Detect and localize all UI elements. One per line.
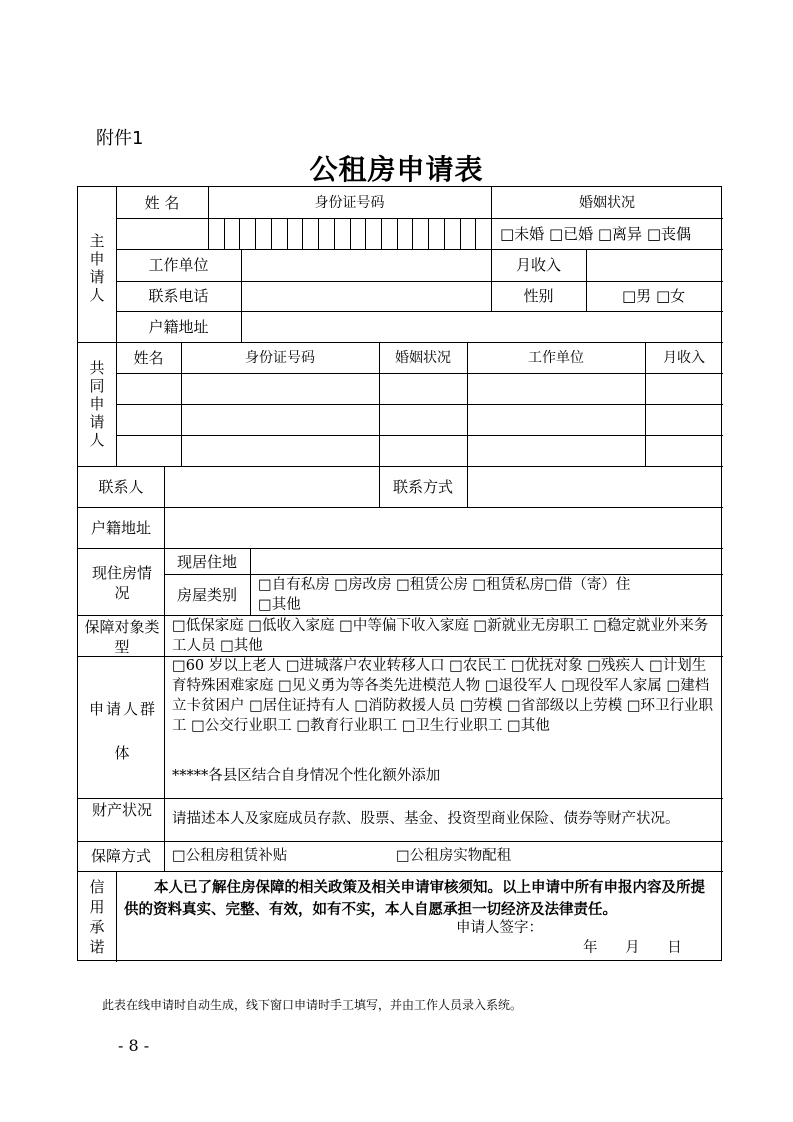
id-digit-divider [224, 218, 225, 249]
main-applicant-section-label: 主申请人 [89, 232, 105, 304]
id-digit-divider [302, 218, 303, 249]
id-digit-divider [460, 218, 461, 249]
co-col-id: 身份证号码 [245, 350, 315, 366]
row-divider [116, 373, 723, 374]
section-divider [78, 466, 723, 467]
row-divider [164, 574, 723, 575]
id-digit-divider [397, 218, 398, 249]
section-divider [78, 871, 723, 872]
row-divider [116, 249, 723, 250]
row-divider [116, 435, 723, 436]
section-divider [78, 841, 723, 842]
col-divider [164, 466, 165, 548]
row-divider [116, 404, 723, 405]
id-digit-divider [239, 218, 240, 249]
employer-label: 工作单位 [148, 256, 209, 274]
co-applicant-section-label: 共同申请人 [89, 359, 105, 449]
housing-type-label: 房屋类别 [176, 586, 237, 604]
marital-status-label: 婚姻状况 [579, 195, 635, 211]
phone-label: 联系电话 [148, 287, 209, 305]
section-divider [78, 798, 723, 799]
section-divider [78, 507, 723, 508]
col-divider [586, 249, 587, 311]
page-number: - 8 - [118, 1036, 150, 1055]
id-digit-divider [350, 218, 351, 249]
id-digit-divider [475, 218, 476, 249]
col-divider [164, 615, 165, 871]
id-digit-divider [365, 218, 366, 249]
pledge-label: 信用承诺 [89, 878, 105, 956]
id-digit-divider [412, 218, 413, 249]
property-label: 财产状况 [92, 801, 153, 819]
applicant-group-options[interactable]: □60 岁以上老人 □进城落户农业转移人口 □农民工 □优抚对象 □残疾人 □计划生育特殊困难家庭 □见义勇为等各类先进模范人物 □退役军人 □现役军人家属 □建档立卡贫困户 □居住证持有人 □消防救援人员 □劳模 □省部级以上劳模 □环卫行业职工 □公交行业职工 □教育行业职工 □卫生行业职工 □其他 [172, 658, 714, 734]
form-title: 公租房申请表 [309, 153, 484, 186]
method-option-subsidy[interactable]: □公租房租赁补贴 [172, 848, 288, 864]
method-label: 保障方式 [90, 847, 151, 865]
id-digit-divider [381, 218, 382, 249]
id-digit-divider [271, 218, 272, 249]
current-address-label: 现居住地 [176, 553, 237, 571]
id-digit-divider [444, 218, 445, 249]
name-label: 姓 名 [144, 194, 180, 212]
target-type-label: 保障对象类型 [84, 618, 160, 656]
applicant-group-label: 申请人群体 [88, 700, 157, 762]
hukou-address-label: 户籍地址 [90, 519, 151, 537]
co-col-income: 月收入 [663, 350, 705, 366]
property-description: 请描述本人及家庭成员存款、股票、基金、投资型商业保险、债券等财产状况。 [172, 811, 680, 827]
housing-section-label: 现住房情况 [92, 564, 153, 602]
id-digit-divider [287, 218, 288, 249]
contact-person-label: 联系人 [98, 478, 144, 496]
co-col-employer: 工作单位 [528, 350, 584, 366]
row-divider [116, 311, 723, 312]
id-number-label: 身份证号码 [314, 195, 385, 211]
col-divider [116, 871, 117, 962]
id-digit-divider [318, 218, 319, 249]
col-divider [467, 466, 468, 507]
marital-status-options[interactable]: □未婚 □已婚 □离异 □丧偶 [500, 225, 691, 243]
hukou-label: 户籍地址 [148, 318, 209, 336]
housing-type-options[interactable]: □自有私房 □房改房 □租赁公房 □租赁私房□借（寄）住 [258, 577, 631, 593]
col-divider [241, 249, 242, 342]
footnote: 此表在线申请时自动生成，线下窗口申请时手工填写，并由工作人员录入系统。 [102, 998, 523, 1012]
attachment-label: 附件1 [96, 128, 144, 149]
method-option-physical[interactable]: □公租房实物配租 [396, 848, 512, 864]
co-col-marital: 婚姻状况 [395, 350, 451, 366]
col-divider [250, 548, 251, 615]
id-digit-divider [255, 218, 256, 249]
signature-label: 申请人签字： [456, 920, 543, 936]
section-divider [78, 548, 723, 549]
applicant-group-note: *****各县区结合自身情况个性化额外添加 [172, 768, 441, 784]
row-divider [116, 281, 723, 282]
section-divider [78, 342, 723, 343]
id-digit-divider [428, 218, 429, 249]
gender-label: 性别 [523, 287, 554, 305]
monthly-income-label: 月收入 [515, 256, 561, 274]
contact-method-label: 联系方式 [392, 478, 453, 496]
date-label: 年 月 日 [583, 940, 682, 956]
gender-options[interactable]: □男 □女 [622, 287, 686, 305]
housing-type-options-other[interactable]: □其他 [258, 597, 301, 613]
co-col-name: 姓名 [133, 349, 164, 367]
application-form-table [77, 186, 722, 961]
target-type-options[interactable]: □低保家庭 □低收入家庭 □中等偏下收入家庭 □新就业无房职工 □稳定就业外来务工人员 □其他 [172, 618, 709, 654]
id-digit-divider [334, 218, 335, 249]
pledge-text: 本人已了解住房保障的相关政策及相关申请审核须知。以上申请中所有申报内容及所提供的资料真实、完整、有效，如有不实，本人自愿承担一切经济及法律责任。 [124, 880, 705, 918]
